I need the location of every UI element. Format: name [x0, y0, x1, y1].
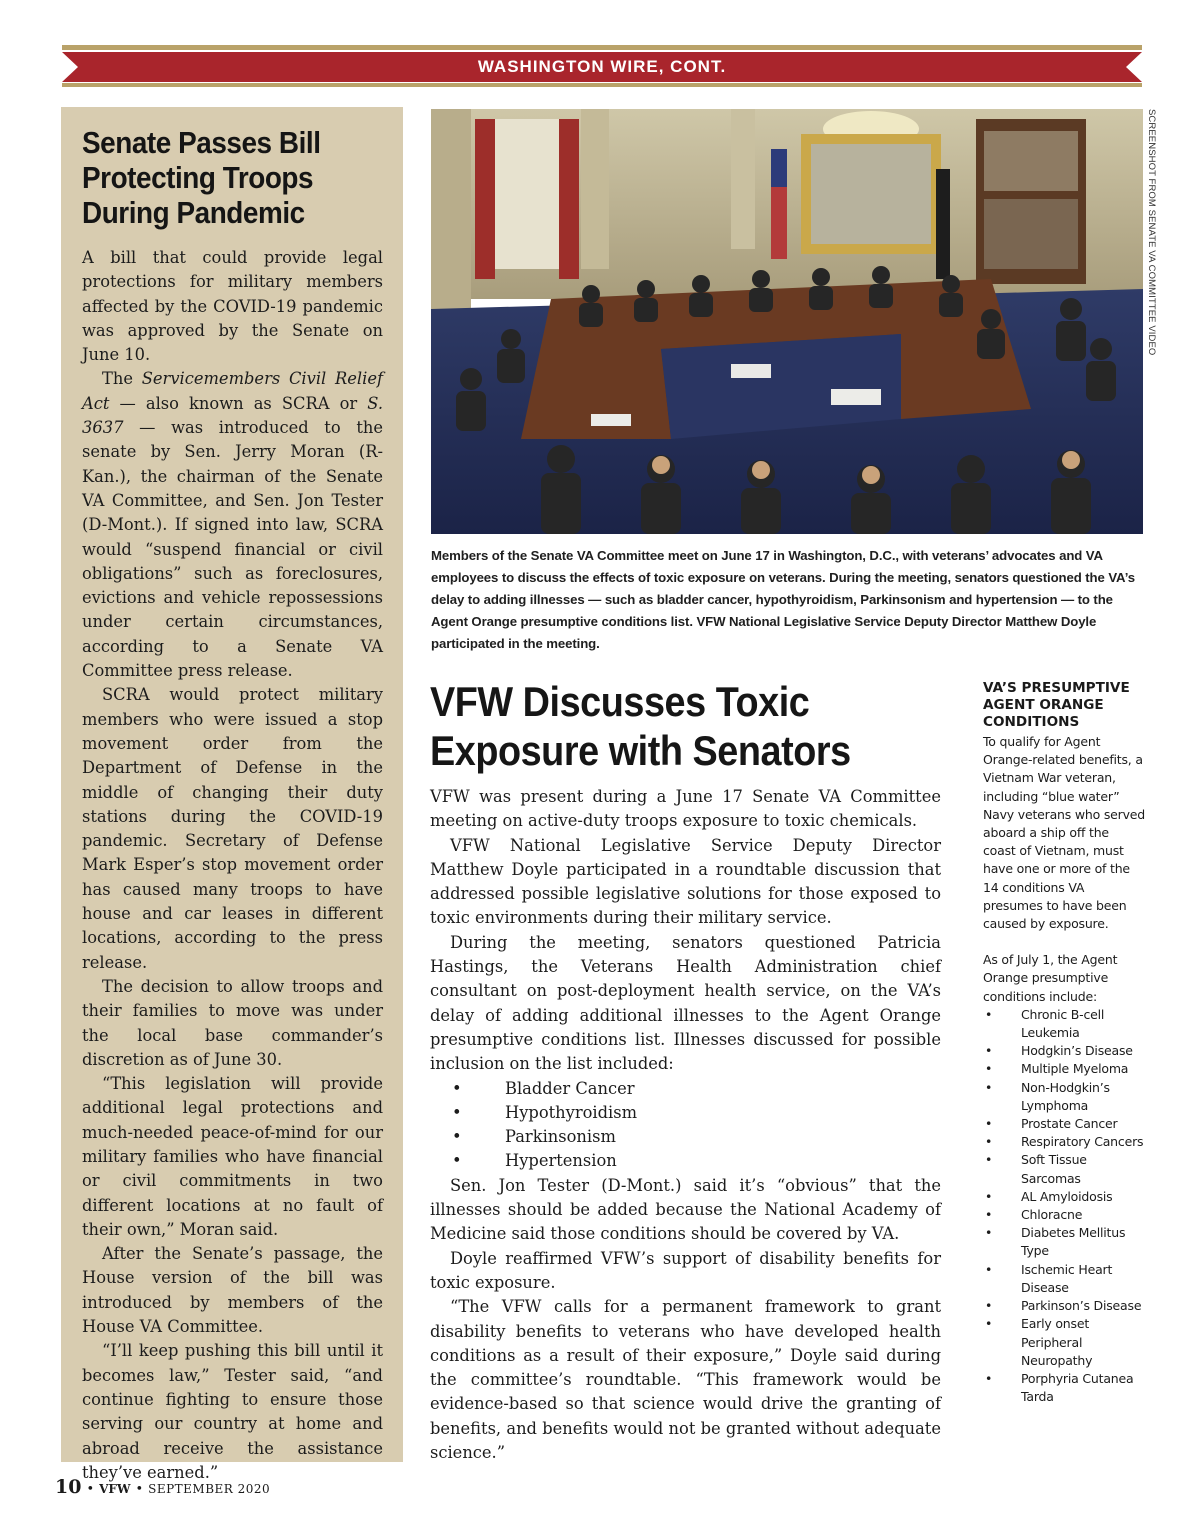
article-paragraph: VFW was present during a June 17 Senate VA Committee meeting on active-duty troops exposure to toxic chemicals. [430, 787, 941, 831]
sidebar-paragraph: The Servicemembers Civil Relief Act — also known as SCRA or S. 3637 — was introduced to the senate by Sen. Jerry Moran (R-Kan.), the chairman of the Senate VA Committee, and Sen. Jon Tester (D-Mont.). If signed into law, SCRA would “suspend financial or civil obligations” such as foreclosures, evictions and vehicle repossessions under certain circumstances, according to a Senate VA Committee press release. [82, 369, 383, 681]
magazine-name: VFW [99, 1482, 131, 1496]
box-intro: To qualify for Agent Orange-related benefits, a Vietnam War veteran, including “blue water” Navy veterans who served aboard a ship off the coast of Vietnam, must have one or more of the 14 conditions VA presumes to have been caused by exposure. [983, 734, 1145, 932]
list-item: • Hodgkin’s Disease [985, 1043, 1133, 1059]
list-item: • Multiple Myeloma [985, 1061, 1129, 1077]
illness-list [430, 1077, 941, 1174]
sidebar-paragraph: A bill that could provide legal protections for military members affected by the COVID-19 pandemic was approved by the Senate on June 10. [82, 248, 383, 365]
footer-separator: • [135, 1482, 144, 1497]
box-title: VA’S PRESUMPTIVE AGENT ORANGE CONDITIONS [983, 680, 1130, 730]
sidebar-paragraph: After the Senate’s passage, the House version of the bill was introduced by members of the House VA Committee. [82, 1244, 383, 1337]
list-item: • Non-Hodgkin’s Lymphoma [985, 1079, 1110, 1113]
conditions-list [983, 1006, 1145, 1406]
banner-top-rule [62, 45, 1142, 50]
list-item: • Prostate Cancer [985, 1116, 1118, 1132]
list-item: • AL Amyloidosis [985, 1188, 1113, 1204]
list-item: • Porphyria Cutanea Tarda [985, 1370, 1134, 1405]
section-banner-title: WASHINGTON WIRE, CONT. [477, 57, 727, 76]
sidebar-headline: Senate Passes Bill Protecting Troops During Pandemic [82, 125, 321, 230]
presumptive-conditions-box [983, 680, 1145, 1406]
main-article [430, 677, 941, 1465]
list-item: • Chloracne [985, 1207, 1083, 1223]
article-paragraph: Sen. Jon Tester (D-Mont.) said it’s “obvious” that the illnesses should be added because the National Academy of Medicine said those conditions should be covered by VA. [430, 1175, 941, 1244]
sidebar-paragraph: “I’ll keep pushing this bill until it becomes law,” Tester said, “and continue fighting to ensure those serving our country at home and abroad receive the assistance they’ve earned.” [82, 1341, 383, 1482]
list-item: • Parkinsonism [452, 1127, 616, 1147]
article-paragraph: Doyle reaffirmed VFW’s support of disability benefits for toxic exposure. [430, 1248, 941, 1292]
sidebar-paragraph: “This legislation will provide additional legal protections and much-needed peace-of-mind for our military families who have financial or civil commitments in two different locations at no fault of their own,” Moran said. [82, 1074, 383, 1239]
page-footer [55, 1476, 270, 1498]
list-item: • Bladder Cancer [452, 1078, 635, 1098]
article-paragraph: “The VFW calls for a permanent framework to grant disability benefits to veterans who have developed health conditions as a result of their exposure,” Doyle said during the committee’s roundtable. “This framework would be evidence-based so that science would drive the granting of benefits, and benefits would not be granted without adequate science.” [430, 1297, 941, 1463]
list-item: • Soft Tissue Sarcomas [985, 1152, 1087, 1186]
sidebar-paragraph: SCRA would protect military members who were issued a stop movement order from the Department of Defense in the middle of changing their duty stations during the COVID-19 pandemic. Secretary of Defense Mark Esper’s stop movement order has caused many troops to have house and car leases in different locations, according to the press release. [82, 685, 383, 972]
list-item: • Ischemic Heart Disease [985, 1261, 1113, 1295]
photo-credit: SCREENSHOT FROM SENATE VA COMMITTEE VIDEO [1146, 109, 1157, 356]
list-item: • Chronic B-cell Leukemia [985, 1006, 1105, 1041]
list-item: • Parkinson’s Disease [985, 1298, 1142, 1314]
article-paragraph: During the meeting, senators questioned Patricia Hastings, the Veterans Health Administration chief consultant on post-deployment health service, on the VA’s delay of adding additional illnesses to the Agent Orange presumptive conditions list. Illnesses discussed for possible inclusion on the list included: [430, 932, 941, 1074]
article-paragraph: VFW National Legislative Service Deputy Director Matthew Doyle participated in a roundtable discussion that addressed possible legislative solutions for those exposed to toxic environments during their military service. [430, 835, 941, 928]
list-item: • Hypothyroidism [452, 1102, 638, 1122]
list-item: • Diabetes Mellitus Type [985, 1225, 1126, 1259]
photo-caption: Members of the Senate VA Committee meet on June 17 in Washington, D.C., with veterans’ advocates and VA employees to discuss the effects of toxic exposure on veterans. During the meeting, senators questioned the VA’s delay to adding illnesses — such as bladder cancer, hypothyroidism, Parkinsonism and hypertension — to the Agent Orange presumptive conditions list. VFW National Legislative Service Deputy Director Matthew Doyle participated in the meeting. [431, 548, 1136, 651]
banner-bottom-rule [62, 83, 1142, 87]
box-lead: As of July 1, the Agent Orange presumptive conditions include: [983, 952, 1118, 1004]
sidebar-article [61, 107, 403, 1482]
committee-meeting-photo [431, 109, 1143, 534]
article-headline: VFW Discusses Toxic Exposure with Senators [430, 678, 851, 774]
footer-separator: • [86, 1482, 95, 1497]
issue-date: SEPTEMBER 2020 [148, 1482, 271, 1496]
sidebar-paragraph: The decision to allow troops and their families to move was under the local base commander’s discretion as of June 30. [82, 976, 383, 1069]
list-item: • Hypertension [452, 1151, 617, 1171]
list-item: • Early onset Peripheral Neuropathy [985, 1316, 1093, 1368]
list-item: • Respiratory Cancers [985, 1134, 1144, 1150]
page-number: 10 [55, 1476, 82, 1498]
